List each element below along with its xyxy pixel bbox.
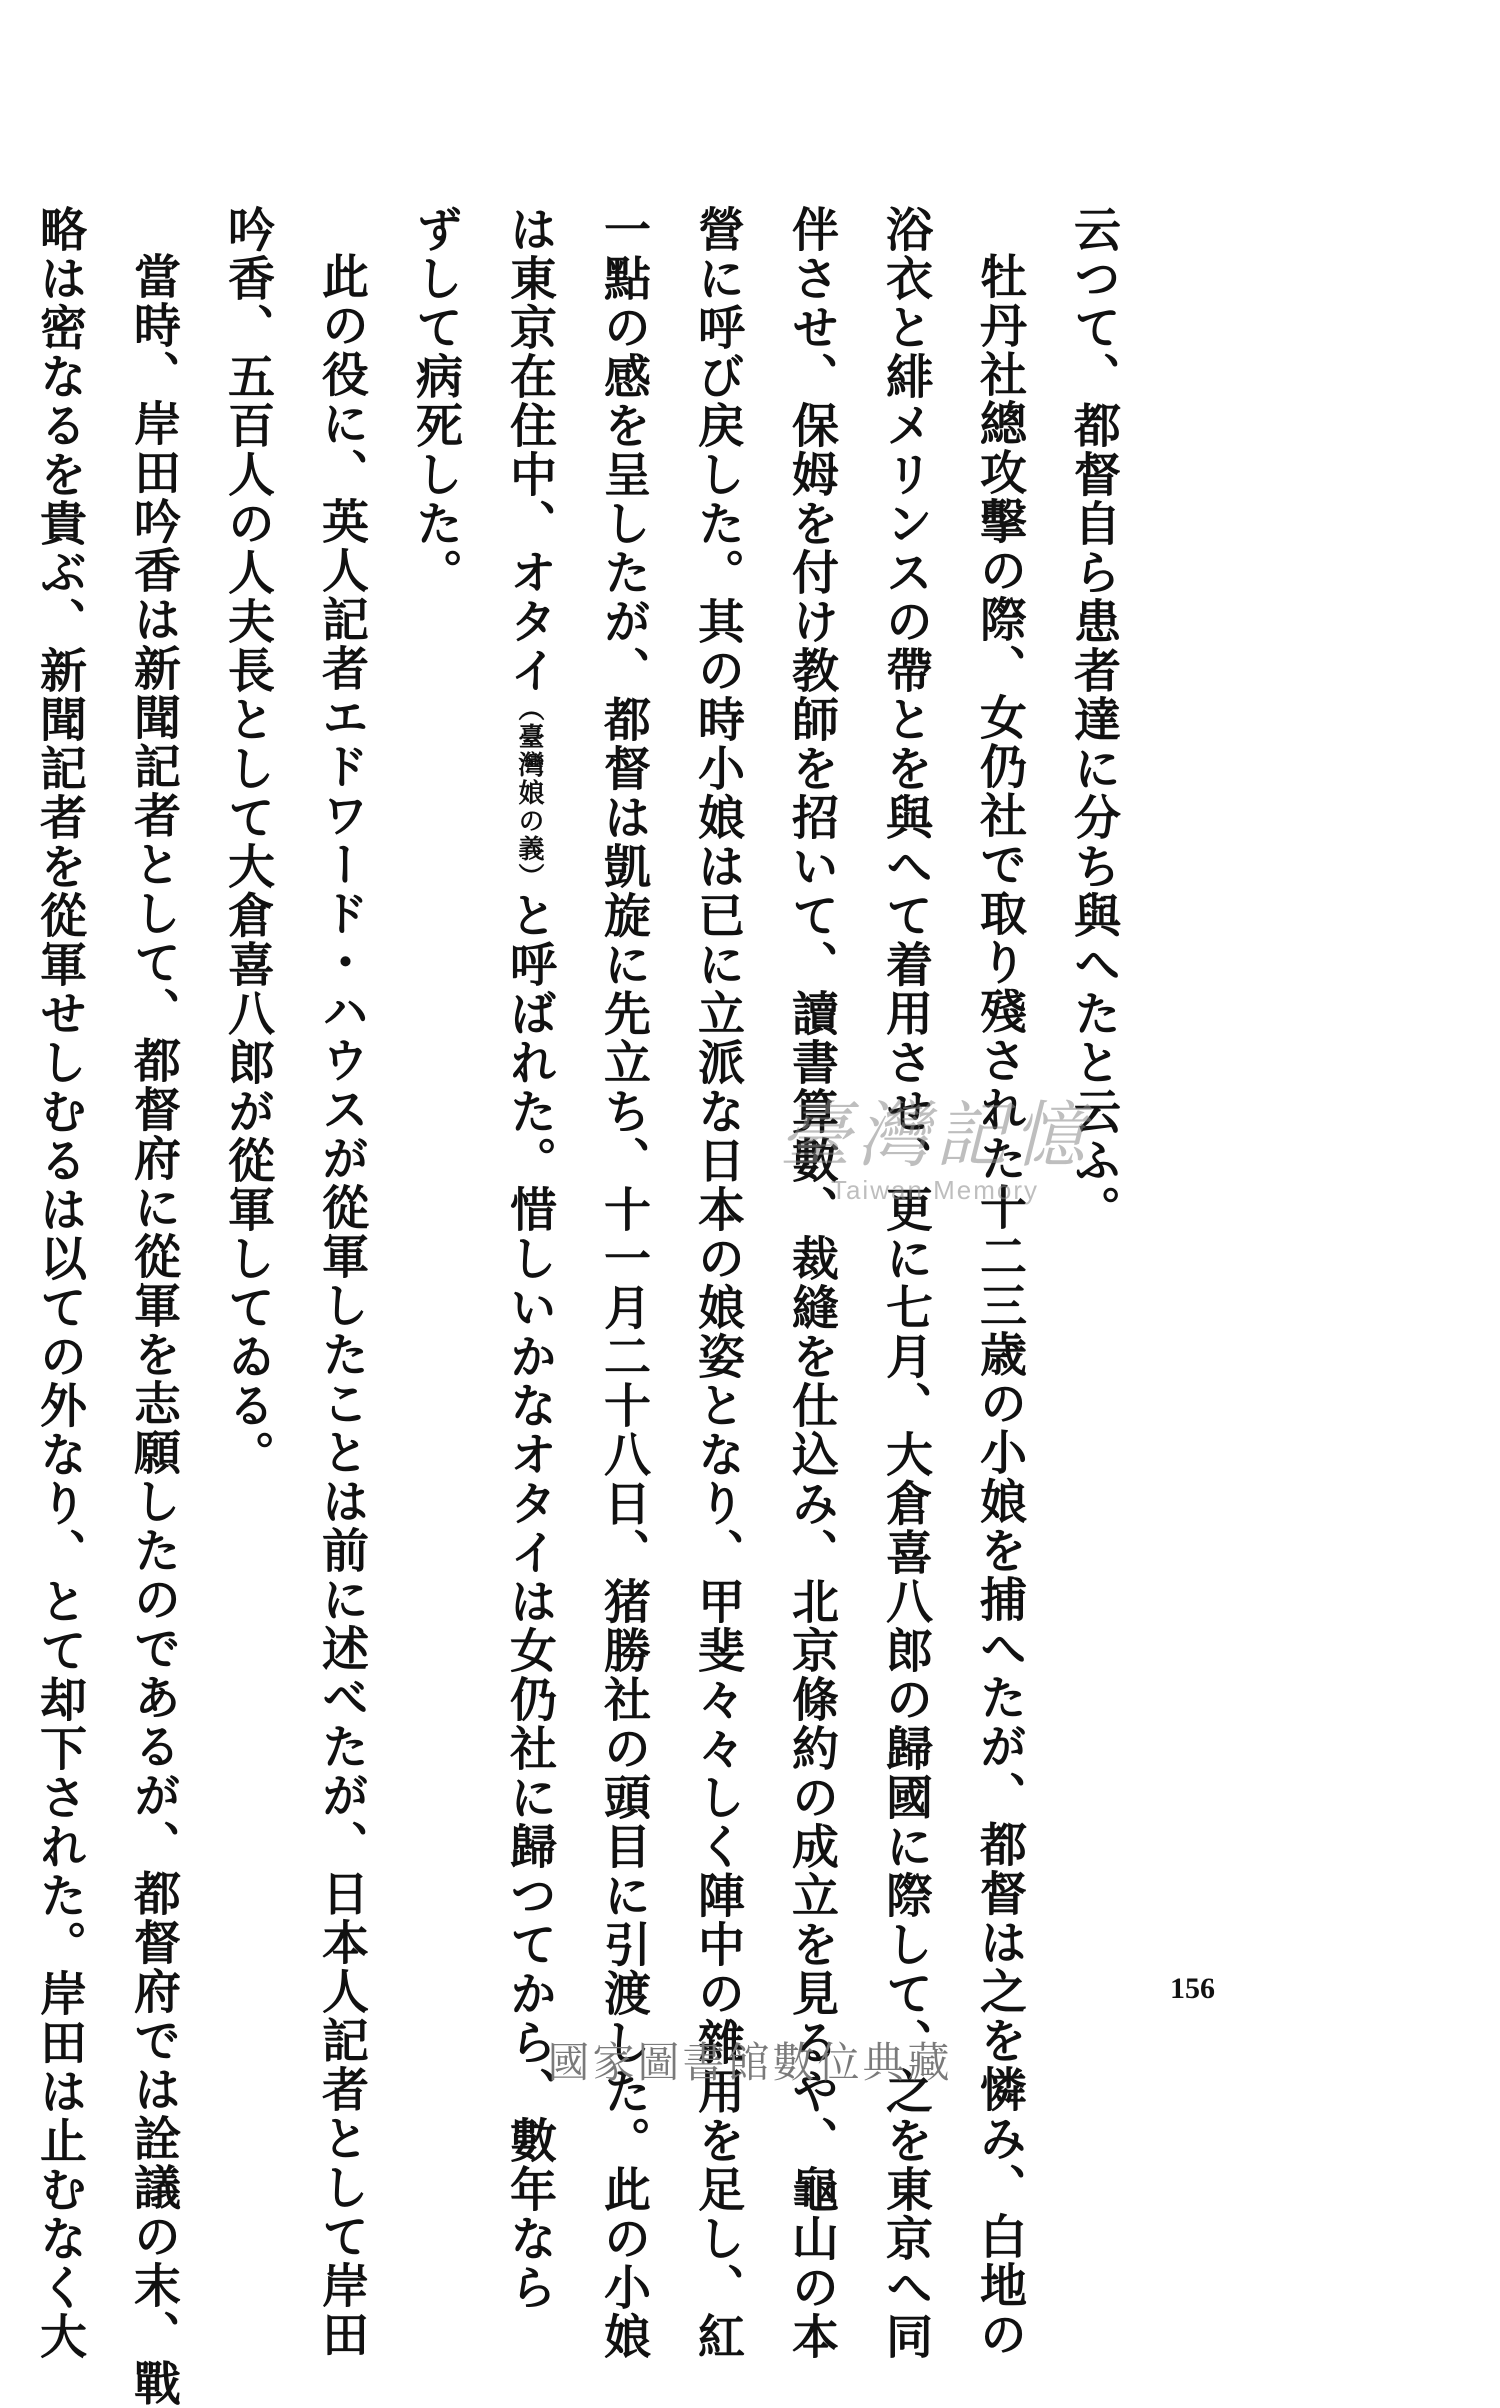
text-column: 牡丹社總攻擊の際、女仍社で取り殘された十二三歳の小娘を捕へたが、都督は之を憐み、白地の <box>972 252 1027 2359</box>
text-column-with-note <box>482 205 576 2312</box>
inline-note: （臺灣娘の義） <box>514 695 544 891</box>
watermark <box>760 1095 1110 1215</box>
text-segment: は東京在住中、オタイ <box>502 205 557 695</box>
text-column: 吟香、五百人の人夫長として大倉喜八郎が從軍してゐる。 <box>220 205 275 1479</box>
text-column: 云つて、都督自ら患者達に分ち與へたと云ふ。 <box>1066 205 1121 1234</box>
watermark-subtitle: Taiwan Memory <box>830 1175 1040 1205</box>
text-column: 當時、岸田吟香は新聞記者として、都督府に從軍を志願したのであるが、都督府では詮議の末、戰 <box>126 252 181 2408</box>
text-column: 此の役に、英人記者エドワード・ハウスが從軍したことは前に述べたが、日本人記者として岸田 <box>314 252 369 2359</box>
text-column: 營に呼び戻した。其の時小娘は已に立派な日本の娘姿となり、甲斐々々しく陣中の雜用を足し、紅 <box>690 205 745 2361</box>
footer-credit: 國家圖書館數位典藏 <box>547 2038 953 2087</box>
text-column: 浴衣と緋メリンスの帶とを與へて着用させ、更に七月、大倉喜八郎の歸國に際して、之を東京へ同 <box>878 205 933 2361</box>
watermark-title: 臺灣記憶 <box>778 1093 1091 1177</box>
text-segment: と呼ばれた。惜しいかなオタイは女仍社に歸つてから、數年なら <box>502 891 557 2312</box>
page-number: 156 <box>1170 1972 1215 2005</box>
text-column <box>0 205 12 1925</box>
text-column: 伴させ、保姆を付け教師を招いて、讀書算數、裁縫を仕込み、北京條約の成立を見るや、龜山の本 <box>784 205 839 2361</box>
text-column: 一點の感を呈したが、都督は凱旋に先立ち、十一月二十八日、猪勝社の頭目に引渡した。此の小娘 <box>596 205 651 2361</box>
text-column: ずして病死した。 <box>408 205 463 597</box>
text-column: 略は密なるを貴ぶ、新聞記者を從軍せしむるは以ての外なり、とて却下された。岸田は止むなく大 <box>32 205 87 2361</box>
